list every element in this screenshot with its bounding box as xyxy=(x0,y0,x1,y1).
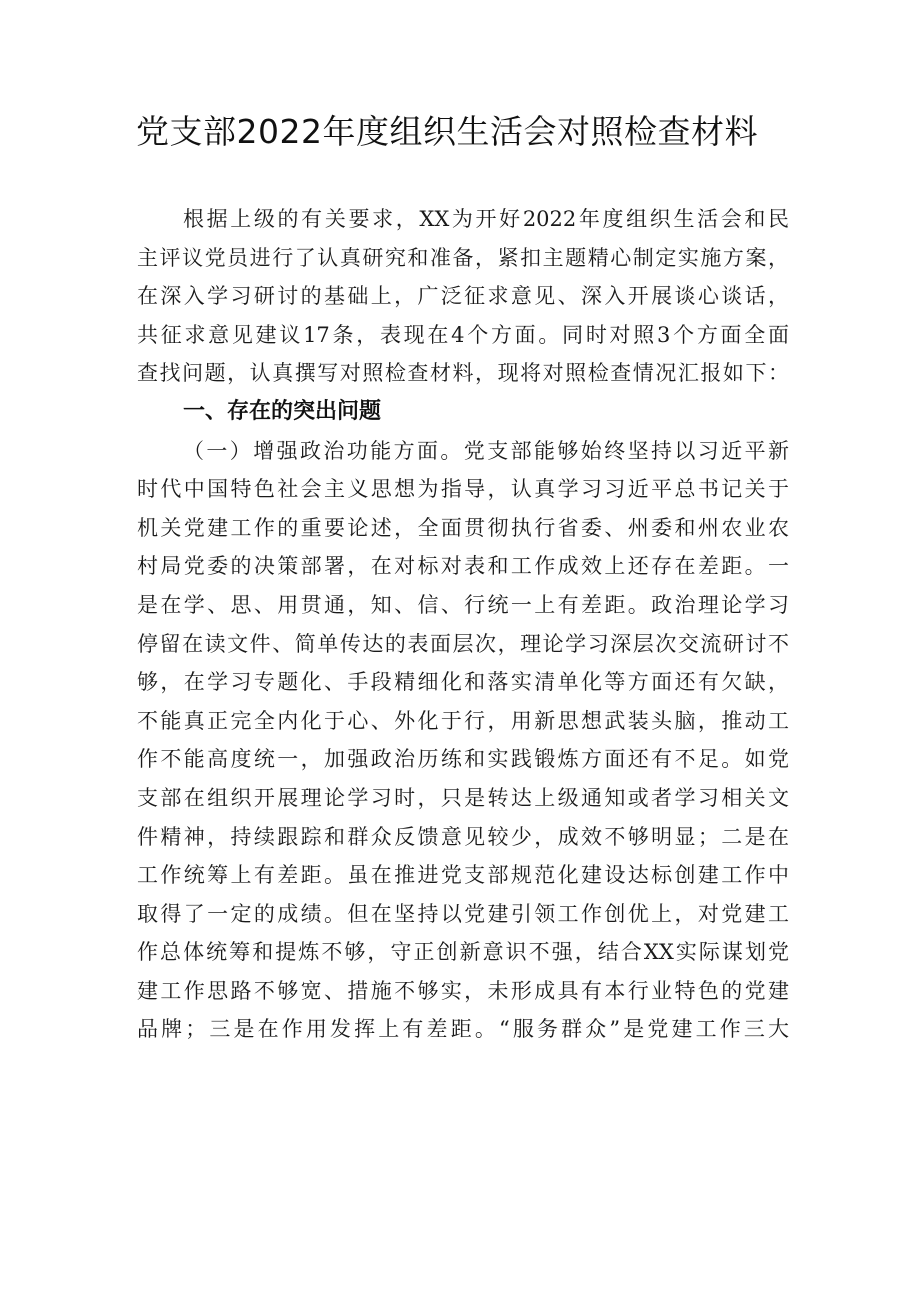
intro-line: 根据上级的有关要求，XX为开好2022年度组织生活会和民 xyxy=(183,207,789,231)
section-line: 不能真正完全内化于心、外化于行，用新思想武装头脑，推动工 xyxy=(137,708,789,733)
section-line: 支部在组织开展理论学习时，只是转达上级通知或者学习相关文 xyxy=(137,785,789,810)
section-line: 时代中国特色社会主义思想为指导，认真学习习近平总书记关于 xyxy=(137,477,789,502)
intro-line: 在深入学习研讨的基础上，广泛征求意见、深入开展谈心谈话， xyxy=(137,284,789,309)
section-line: 作总体统筹和提炼不够，守正创新意识不强，结合XX实际谋划党 xyxy=(137,940,789,965)
section-line: 建工作思路不够宽、措施不够实，未形成具有本行业特色的党建 xyxy=(137,978,789,1003)
intro-line: 查找问题，认真撰写对照检查材料，现将对照检查情况汇报如下： xyxy=(137,361,789,386)
section-line: 够，在学习专题化、手段精细化和落实清单化等方面还有欠缺， xyxy=(137,670,789,695)
section-line: 机关党建工作的重要论述，全面贯彻执行省委、州委和州农业农 xyxy=(137,515,789,540)
section-heading: 一、存在的突出问题 xyxy=(183,398,382,424)
section-line: 品牌；三是在作用发挥上有差距。“服务群众”是党建工作三大 xyxy=(137,1017,789,1042)
document-body xyxy=(137,200,789,1049)
section-line: 停留在读文件、简单传达的表面层次，理论学习深层次交流研讨不 xyxy=(137,631,789,656)
section-line: 工作统筹上有差距。虽在推进党支部规范化建设达标创建工作中 xyxy=(137,863,789,888)
section-line: （一）增强政治功能方面。党支部能够始终坚持以习近平新 xyxy=(183,438,789,463)
intro-line: 共征求意见建议17条，表现在4个方面。同时对照3个方面全面 xyxy=(137,322,789,347)
section-line: 村局党委的决策部署，在对标对表和工作成效上还存在差距。一 xyxy=(137,554,789,579)
section-line: 取得了一定的成绩。但在坚持以党建引领工作创优上，对党建工 xyxy=(137,901,789,926)
section-line: 是在学、思、用贯通，知、信、行统一上有差距。政治理论学习 xyxy=(137,592,789,617)
intro-line: 主评议党员进行了认真研究和准备，紧扣主题精心制定实施方案， xyxy=(137,245,789,270)
document-title: 党支部2022年度组织生活会对照检查材料 xyxy=(136,112,758,151)
section-line: 作不能高度统一，加强政治历练和实践锻炼方面还有不足。如党 xyxy=(137,747,789,772)
section-line: 件精神，持续跟踪和群众反馈意见较少，成效不够明显；二是在 xyxy=(137,824,789,849)
